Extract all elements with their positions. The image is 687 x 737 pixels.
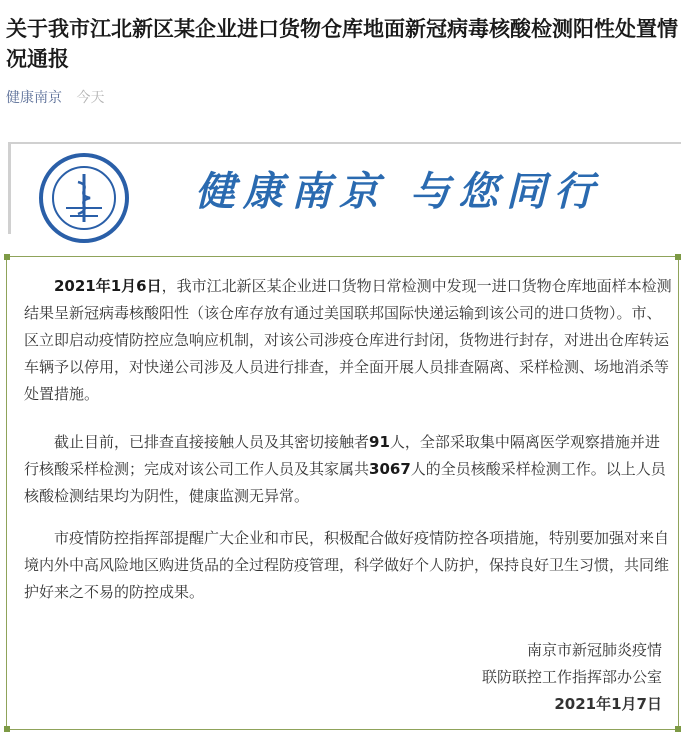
article-meta	[6, 88, 104, 108]
screening-text-2: 人，全部采取集中隔离医学观察措施并进行核酸采样检测；完成对该公司工作人员及其家属共	[24, 433, 660, 478]
publish-time: 今天	[76, 90, 105, 106]
signature-org-1: 南京市新冠肺炎疫情	[526, 641, 662, 659]
paragraph-screening	[24, 429, 674, 510]
tested-count: 3067	[369, 460, 411, 478]
contact-count: 91	[369, 433, 390, 451]
notice-box	[6, 256, 679, 730]
corner-ornament	[4, 726, 10, 732]
article-title: 关于我市江北新区某企业进口货物仓库地面新冠病毒核酸检测阳性处置情况通报	[6, 17, 678, 71]
header-banner-image	[0, 130, 687, 242]
screening-text-1: 截止目前，已排查直接接触人员及其密切接触者	[54, 433, 370, 451]
health-commission-logo-icon	[38, 152, 130, 244]
incident-date: 2021年1月6日	[54, 277, 162, 295]
incident-text: ，我市江北新区某企业进口货物日常检测中发现一进口货物仓库地面样本检测结果呈新冠病毒核酸阳性（该仓库存放有通过美国联邦国际快递运输到该公司的进口货物）。市、区立即启动疫情防控应急响应机制，对该公司涉疫仓库进行封闭，货物进行封存，对进出仓库转运车辆予以停用，对快递公司涉及人员进行排查，并全面开展人员排查隔离、采样检测、场地消杀等处置措施。	[24, 277, 672, 403]
account-name-link[interactable]: 健康南京	[6, 90, 62, 106]
paragraph-incident	[24, 273, 674, 408]
corner-ornament	[675, 726, 681, 732]
signature-date: 2021年1月7日	[554, 695, 662, 713]
screening-text-3: 人的全员核酸采样检测工作。以上人员核酸检测结果均为阴性，健康监测无异常。	[24, 460, 666, 505]
signature-org-2: 联防联控工作指挥部办公室	[481, 668, 662, 686]
corner-ornament	[4, 254, 10, 260]
paragraph-reminder: 市疫情防控指挥部提醒广大企业和市民，积极配合做好疫情防控各项措施，特别要加强对来自境内外中高风险地区购进货品的全过程防疫管理，科学做好个人防护，保持良好卫生习惯，共同维护好来之不易的防控成果。	[24, 529, 670, 601]
slogan-left: 健康南京	[195, 169, 387, 215]
corner-ornament	[675, 254, 681, 260]
slogan-right: 与您同行	[410, 169, 602, 215]
